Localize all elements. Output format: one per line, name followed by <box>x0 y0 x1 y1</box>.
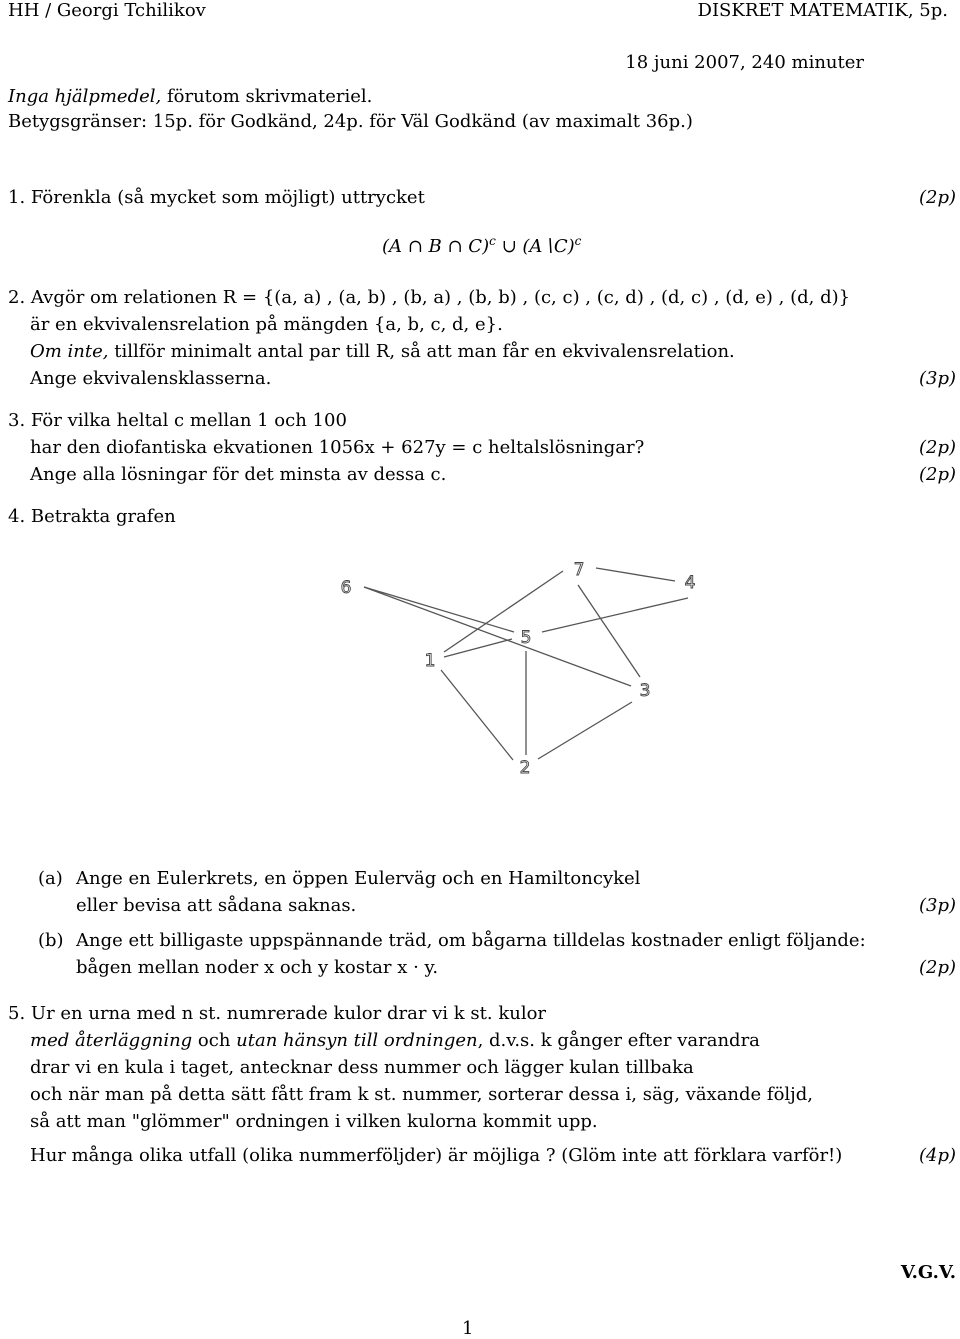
q1-points: (2p) <box>918 187 956 208</box>
q4-text: 4. Betrakta grafen <box>8 506 176 527</box>
q3-line1: 3. För vilka heltal c mellan 1 och 100 <box>8 410 347 431</box>
edge-3-2 <box>538 702 632 759</box>
q5-italic-1: med återläggning <box>30 1030 193 1051</box>
q1-text: 1. Förenkla (så mycket som möjligt) uttrycket <box>8 187 425 208</box>
q1-sup2: c <box>574 234 582 248</box>
q1-expr-b: ∪ (A∖C) <box>501 236 575 257</box>
q2-line3-italic: Om inte, <box>30 341 109 362</box>
aids-rest: förutom skrivmateriel. <box>166 86 373 107</box>
q5-italic-2: utan hänsyn till ordningen <box>236 1030 478 1051</box>
node-4: 4 <box>684 573 696 593</box>
node-7: 7 <box>573 560 585 580</box>
q1-sup1: c <box>489 234 496 248</box>
header-course-author: HH / Georgi Tchilikov <box>8 0 206 21</box>
edge-6-5 <box>364 587 514 632</box>
q5-line5: så att man "glömmer" ordningen i vilken kulorna kommit upp. <box>30 1111 598 1132</box>
edge-7-4 <box>596 568 675 581</box>
q3-points1: (2p) <box>918 437 956 458</box>
q3-line2: har den diofantiska ekvationen 1056x + 627y = c heltalslösningar? <box>30 437 645 458</box>
q2-points: (3p) <box>918 368 956 389</box>
q5-points: (4p) <box>918 1145 956 1166</box>
node-5: 5 <box>520 628 532 648</box>
q5-question: Hur många olika utfall (olika nummerföljder) är möjliga ? (Glöm inte att förklara varför!) <box>30 1145 843 1166</box>
node-6: 6 <box>340 578 352 598</box>
q3-line3: Ange alla lösningar för det minsta av dessa c. <box>30 464 447 485</box>
q4a-points: (3p) <box>918 895 956 916</box>
q4b-line2: bågen mellan noder x och y kostar x · y. <box>76 957 439 978</box>
edge-6-3 <box>364 587 631 686</box>
q4a-line1: Ange en Eulerkrets, en öppen Eulerväg och en Hamiltoncykel <box>76 868 641 889</box>
header-course-title: DISKRET MATEMATIK, 5p. <box>697 0 948 21</box>
aids-italic: Inga hjälpmedel, <box>8 86 162 107</box>
edge-4-5 <box>542 598 688 632</box>
q5-line3: drar vi en kula i taget, antecknar dess nummer och lägger kulan tillbaka <box>30 1057 694 1078</box>
node-2: 2 <box>519 758 531 778</box>
q4b-label: (b) <box>38 930 64 951</box>
graph-edges <box>364 568 688 760</box>
q3-points2: (2p) <box>918 464 956 485</box>
q5-line4: och när man på detta sätt fått fram k st. nummer, sorterar dessa i, säg, växande följd, <box>30 1084 813 1105</box>
q2-line2: är en ekvivalensrelation på mängden {a, b, c, d, e}. <box>30 314 503 335</box>
node-3: 3 <box>639 681 651 701</box>
q5-mid: och <box>197 1030 231 1051</box>
grade-limits: Betygsgränser: 15p. för Godkänd, 24p. för Väl Godkänd (av maximalt 36p.) <box>8 111 693 132</box>
q5-line2-rest: , d.v.s. k gånger efter varandra <box>477 1030 760 1051</box>
q4b-points: (2p) <box>918 957 956 978</box>
edge-7-3 <box>578 585 640 677</box>
q2-line1: 2. Avgör om relationen R = {(a, a) , (a, b) , (b, a) , (b, b) , (c, c) , (c, d) , (d, c) , (d, e) , (d, d)} <box>8 287 851 308</box>
q1-expr-a: (A ∩ B ∩ C) <box>382 236 490 257</box>
q4a-label: (a) <box>38 868 63 889</box>
edge-7-1 <box>444 571 563 652</box>
q4b-line1: Ange ett billigaste uppspännande träd, om bågarna tilldelas kostnader enligt följande: <box>76 930 866 951</box>
q2-line4: Ange ekvivalensklasserna. <box>30 368 272 389</box>
q4a-line2: eller bevisa att sådana saknas. <box>76 895 357 916</box>
page-number: 1 <box>462 1318 474 1339</box>
edge-1-5 <box>444 639 512 657</box>
q5-line1: 5. Ur en urna med n st. numrerade kulor drar vi k st. kulor <box>8 1003 547 1024</box>
exam-date: 18 juni 2007, 240 minuter <box>625 52 864 73</box>
edge-1-2 <box>441 670 513 760</box>
graph-nodes <box>341 560 696 778</box>
q2-line3-rest: tillför minimalt antal par till R, så att man får en ekvivalensrelation. <box>114 341 735 362</box>
q5-line2 <box>30 1030 760 1051</box>
turn-over-note: V.G.V. <box>900 1262 956 1283</box>
node-1: 1 <box>424 651 436 671</box>
